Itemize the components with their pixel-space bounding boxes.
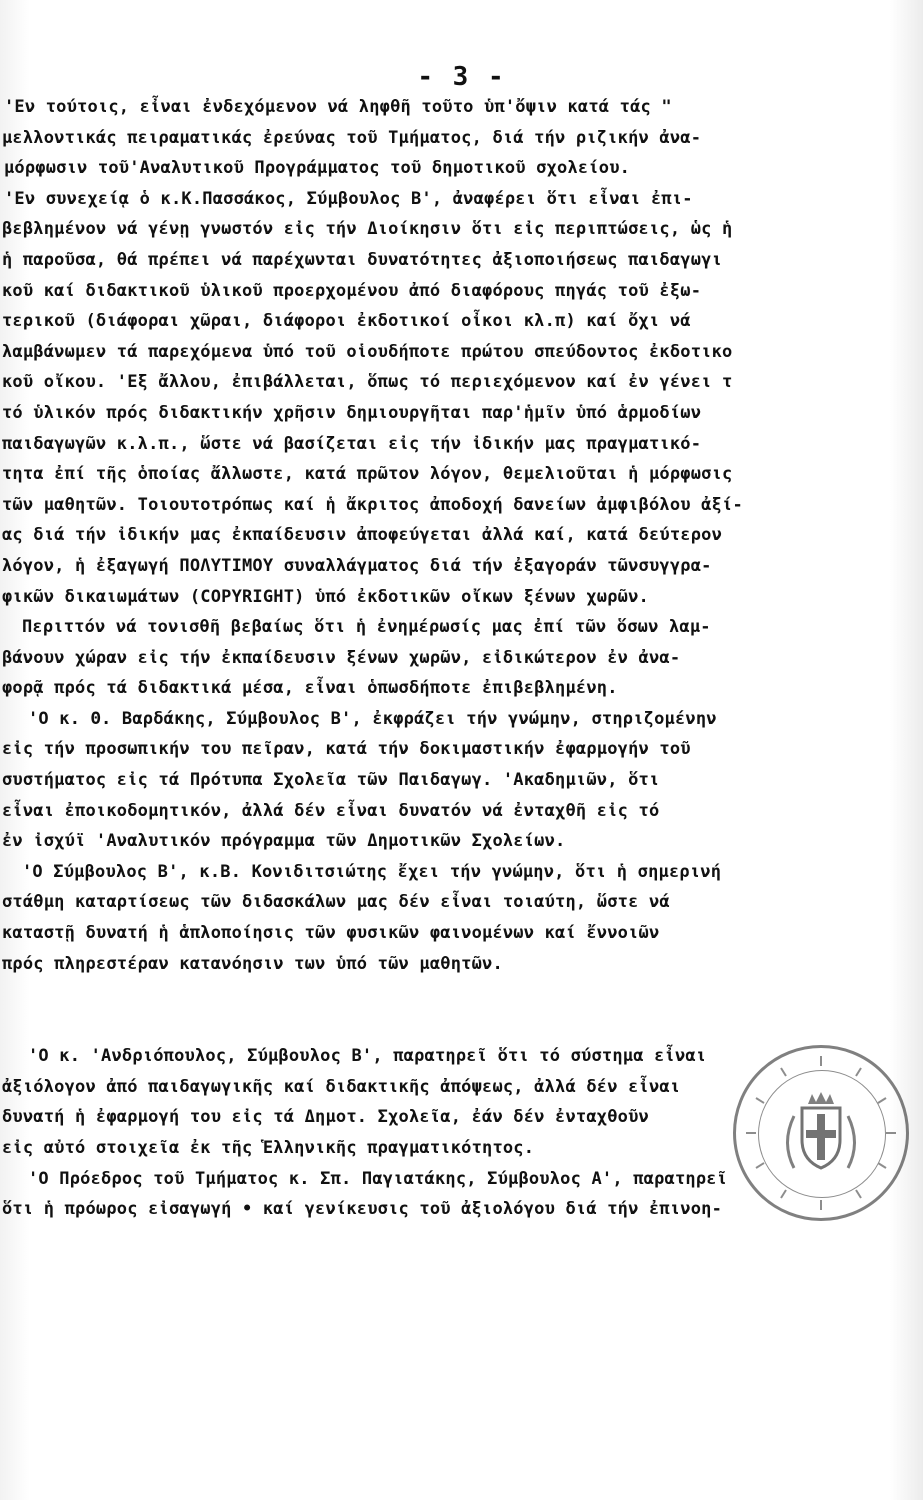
text-line: καταστῇ δυνατή ἡ ἁπλοποίησις τῶν φυσικῶν φαινομένων καί ἔννοιῶν xyxy=(2,923,660,944)
text-line: εἰς τήν προσωπικήν του πεῖραν, κατά τήν δοκιμαστικήν ἐφαρμογήν τοῦ xyxy=(2,739,691,760)
text-line: τῶν μαθητῶν. Τοιουτοτρόπως καί ἡ ἄκριτος ἀποδοχή δανείων ἀμφιβόλου ἀξί- xyxy=(2,494,743,515)
text-line: μόρφωσιν τοῦ'Αναλυτικοῦ Προγράμματος τοῦ δημοτικοῦ σχολείου. xyxy=(4,158,631,179)
official-seal-stamp xyxy=(733,1045,909,1221)
text-line: 'Εν τούτοις, εἶναι ἐνδεχόμενον νά ληφθῆ τοῦτο ὑπ'ὄψιν κατά τάς " xyxy=(4,97,672,117)
text-line: τητα ἐπί τῆς ὁποίας ἄλλωστε, κατά πρῶτον λόγον, θεμελιοῦται ἡ μόρφωσις xyxy=(2,464,733,485)
text-line: φορᾷ πρός τά διδακτικά μέσα, εἶναι ὁπωσδήποτε ἐπιβεβλημένη. xyxy=(2,678,618,699)
text-line: φικῶν δικαιωμάτων (COPYRIGHT) ὑπό ἐκδοτικῶν οἴκων ξένων χωρῶν. xyxy=(2,586,649,607)
text-line: δυνατή ἡ ἐφαρμογή του εἰς τά Δημοτ. Σχολεῖα, ἐάν δέν ἐνταχθοῦν xyxy=(2,1107,649,1128)
text-line: λόγον, ἡ ἐξαγωγή ΠΟΛΥΤΙΜΟΥ συναλλάγματος διά τήν ἐξαγοράν τῶνσυγγρα- xyxy=(2,555,712,576)
text-line: ὅτι ἡ πρόωρος εἰσαγωγή • καί γενίκευσις τοῦ ἀξιολόγου διά τήν ἐπινοη- xyxy=(2,1199,723,1220)
text-line: πρός πληρεστέραν κατανόησιν των ὑπό τῶν μαθητῶν. xyxy=(2,953,503,974)
text-line: 'Εν συνεχείᾳ ὁ κ.Κ.Πασσάκος, Σύμβουλος Β', ἀναφέρει ὅτι εἶναι ἐπι- xyxy=(4,188,693,209)
page-number: - 3 - xyxy=(417,62,506,92)
text-line: ἡ παροῦσα, θά πρέπει νά παρέχωνται δυνατότητες ἀξιοποιήσεως παιδαγωγι xyxy=(2,249,723,270)
text-line: κοῦ καί διδακτικοῦ ὑλικοῦ προερχομένου ἀπό διαφόρους πηγάς τοῦ ἐξω- xyxy=(2,280,702,301)
text-line: Περιττόν νά τονισθῆ βεβαίως ὅτι ἡ ἐνημέρωσίς μας ἐπί τῶν ὅσων λαμ- xyxy=(22,617,711,638)
text-line: κοῦ οἴκου. 'Εξ ἄλλου, ἐπιβάλλεται, ὅπως τό περιεχόμενον καί ἐν γένει τ xyxy=(2,372,733,393)
text-line: παιδαγωγῶν κ.λ.π., ὥστε νά βασίζεται εἰς τήν ἰδικήν μας πραγματικό- xyxy=(2,433,702,454)
coat-of-arms-icon xyxy=(736,1048,906,1218)
text-line: συστήματος εἰς τά Πρότυπα Σχολεῖα τῶν Παιδαγωγ. 'Ακαδημιῶν, ὅτι xyxy=(2,770,660,791)
text-line: βάνουν χώραν εἰς τήν ἐκπαίδευσιν ξένων χωρῶν, εἰδικώτερον ἐν ἀνα- xyxy=(2,647,681,668)
text-line: 'Ο Σύμβουλος Β', κ.Β. Κονιδιτσιώτης ἔχει τήν γνώμην, ὅτι ἡ σημερινή xyxy=(22,861,722,882)
text-line: 'Ο κ. 'Ανδριόπουλος, Σύμβουλος Β', παρατηρεῖ ὅτι τό σύστημα εἶναι xyxy=(28,1046,707,1067)
text-line: τό ὑλικόν πρός διδακτικήν χρῆσιν δημιουργῆται παρ'ἡμῖν ὑπό ἁρμοδίων xyxy=(2,402,702,423)
text-line: ἐν ἰσχύϊ 'Αναλυτικόν πρόγραμμα τῶν Δημοτικῶν Σχολείων. xyxy=(2,831,566,852)
text-line: ας διά τήν ἰδικήν μας ἐκπαίδευσιν ἀποφεύγεται ἀλλά καί, κατά δεύτερον xyxy=(2,525,723,546)
paragraph-gap xyxy=(0,979,923,1041)
text-line: 'Ο κ. Θ. Βαρδάκης, Σύμβουλος Β', ἐκφράζει τήν γνώμην, στηριζομένην xyxy=(28,708,717,729)
text-line: τερικοῦ (διάφοραι χῶραι, διάφοροι ἐκδοτικοί οἶκοι κλ.π) καί ὄχι νά xyxy=(2,311,691,332)
text-line: ἀξιόλογον ἀπό παιδαγωγικῆς καί διδακτικῆς ἀπόψεως, ἀλλά δέν εἶναι xyxy=(2,1076,681,1097)
text-line: εἶναι ἐποικοδομητικόν, ἀλλά δέν εἶναι δυνατόν νά ἐνταχθῆ εἰς τό xyxy=(2,800,660,821)
text-line: εἰς αὐτό στοιχεῖα ἐκ τῆς Ἑλληνικῆς πραγματικότητος. xyxy=(2,1138,535,1158)
text-line: βεβλημένον νά γένῃ γνωστόν εἰς τήν Διοίκησιν ὅτι εἰς περιπτώσεις, ὡς ἡ xyxy=(2,219,733,240)
text-line: στάθμη καταρτίσεως τῶν διδασκάλων μας δέν εἶναι τοιαύτη, ὥστε νά xyxy=(2,892,670,913)
text-line: λαμβάνωμεν τά παρεχόμενα ὑπό τοῦ οἱουδήποτε πρώτου σπεύδοντος ἐκδοτικο xyxy=(2,341,733,362)
text-line: μελλοντικάς πειραματικάς ἐρεύνας τοῦ Τμήματος, διά τήν ριζικήν ἀνα- xyxy=(2,127,702,148)
text-line: 'Ο Πρόεδρος τοῦ Τμήματος κ. Σπ. Παγιατάκης, Σύμβουλος Α', παρατηρεῖ xyxy=(28,1168,728,1189)
